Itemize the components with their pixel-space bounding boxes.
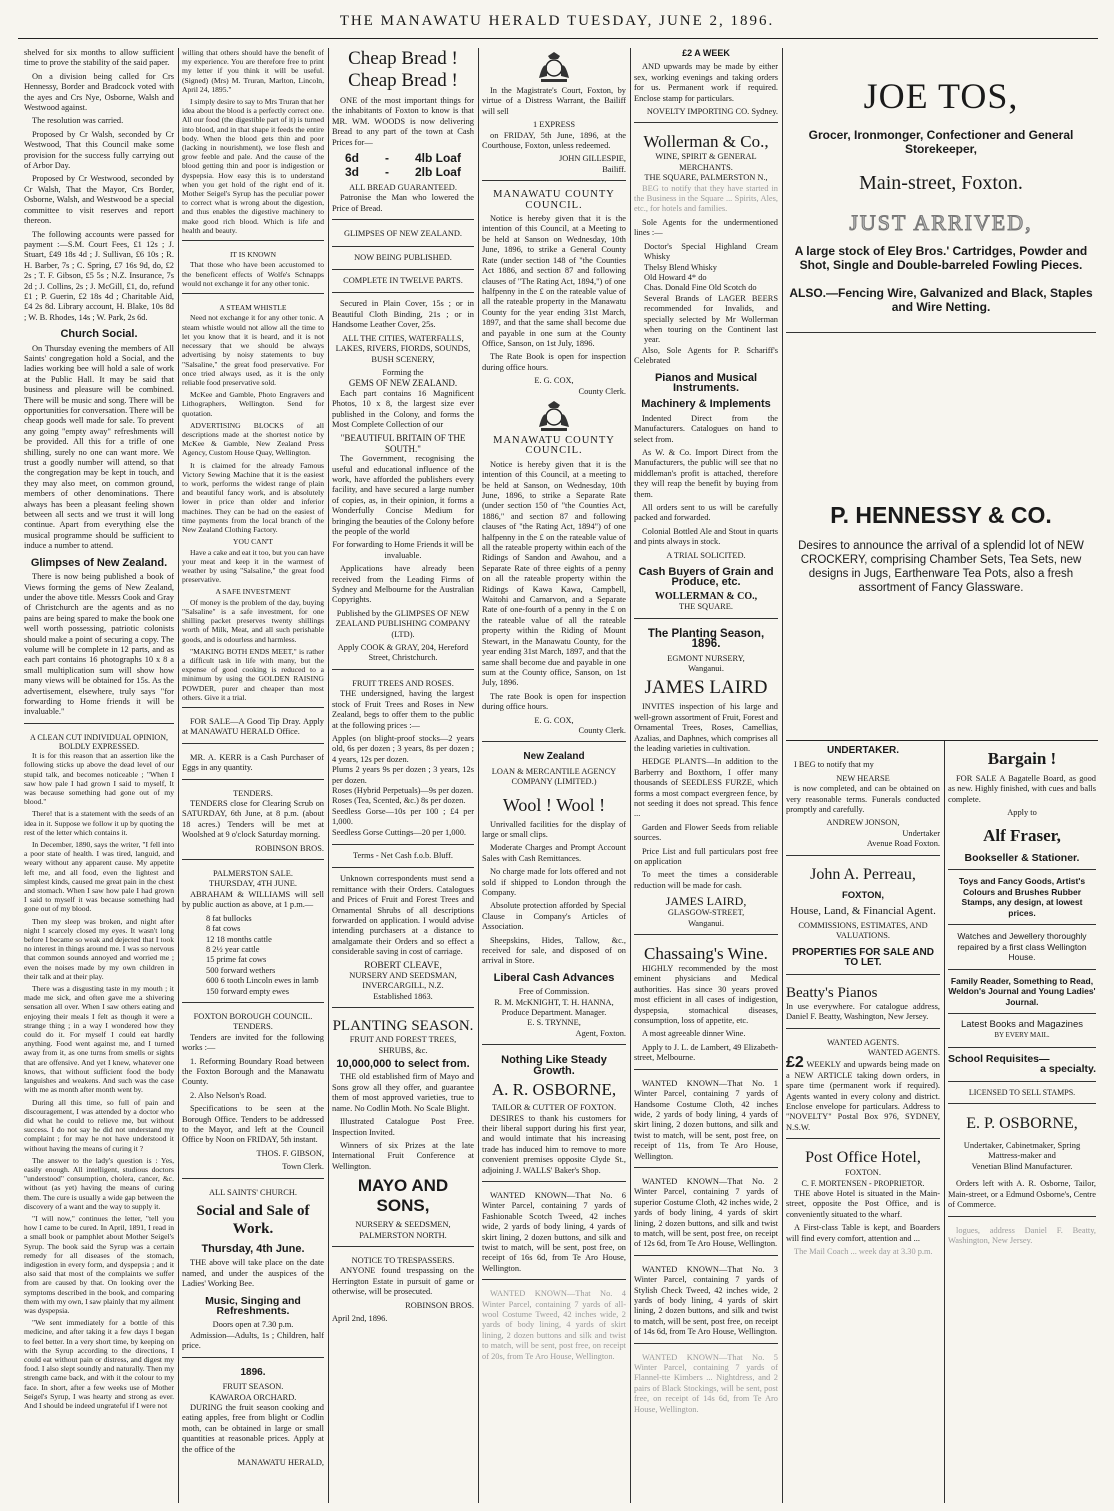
ad-title: MAYO AND SONS,	[357, 1176, 449, 1216]
ad-text: A large stock of Eley Bros.' Cartridges, Powder and Shot, Single and Double-barreled Fowling Pieces.	[794, 244, 1088, 272]
ad-text: NURSERY & SEEDSMEN, PALMERSTON NORTH.	[355, 1220, 451, 1240]
ad-title: Social and Sale of Work.	[196, 1203, 310, 1238]
ad-heading: The Planting Season, 1896.	[647, 627, 765, 651]
ad-text: Watches and Jewellery thoroughly repaired by a first class Wellington House.	[957, 931, 1087, 963]
ad-text: As W. & Co. Import Direct from the Manufacturers, the public will see that no middleman's profit is attached, therefore they will reap the benefit by buying from them.	[634, 448, 778, 499]
ad-text: THE above Hotel is situated in the Main-street, opposite the Post Office, and is conveniently situated to the wharf.	[786, 1188, 940, 1219]
article-text: There is now being published a book of Views forming the gems of New Zealand, under the above title. Messrs Cook and Gray of Christchurch are the agents and as no pains are being spared to make the book one well worth possessing, patriotic colonists should make a point of securing a copy. The volume will be complete in 12 parts, and as each part contains 16 photographs 10 x 8 a small multiplication sum will show how many views will be obtained for 15s. As the advertisement, elsewhere, truly says "for forwarding to Home friends it will be invaluable."	[24, 572, 174, 717]
ad-text: Absolute protection afforded by Special Clause in Company's Articles of Association.	[482, 901, 626, 932]
ad-text: WANTED KNOWN—That No. 6 Winter Parcel, containing 7 yards of Fashionable Scotch Tweed, 42 inches wide, 2 yards of body lining, 4 yards of skirt lining, 2 dozen buttons, and silk and twist to match, will be sent, post free, on receipt of 16s 6d, from Te Aro House, Wellington.	[482, 1190, 626, 1273]
ad-heading: A SAFE INVESTMENT	[215, 587, 291, 597]
ad-subheading: TAILOR & CUTTER OF FOXTON.	[491, 1103, 617, 1113]
ad-heading: 1896.	[240, 1366, 266, 1378]
ad-subheading: Bookseller & Stationer.	[964, 851, 1080, 864]
article-text: Proposed by Cr Westwood, seconded by Cr Walsh, That the Mayor, Crs Border, Osborne, Walsh, and Westwood be a special committee to visit reserves and report thereon.	[24, 174, 174, 226]
ad-title: Cheap Bread !	[348, 70, 458, 91]
ad-signature: Agent, Foxton.	[575, 1028, 626, 1038]
ad-heading: FOXTON BOROUGH COUNCIL.	[193, 1011, 313, 1021]
ad-title: Wool ! Wool !	[502, 794, 606, 815]
ad-subheading: Cash Buyers of Grain and Produce, etc.	[638, 566, 774, 589]
price-row: 6d - 4lb Loaf	[344, 151, 461, 166]
column-6b	[948, 744, 1096, 1504]
ad-title: Beatty's Pianos	[786, 984, 878, 1001]
ad-heading: PALMERSTON SALE.	[212, 869, 294, 879]
column-divider	[478, 48, 479, 1503]
ad-text: Of money is the problem of the day, buying "Salsaline" is a safe investment, for one shilling packet preserves twenty shillings worth of Milk, Meat, and all such perishable goods, and is odourless and harmless.	[182, 597, 324, 644]
ad-subheading: FOXTON.	[845, 1168, 881, 1178]
column-6a	[786, 744, 940, 1504]
ad-heading: MANAWATU COUNTY COUNCIL.	[493, 189, 615, 211]
ad-title: E. P. OSBORNE,	[966, 1115, 1078, 1133]
ad-text: A TRIAL SOLICITED.	[666, 550, 746, 560]
list-item: Plums 2 years 9s per dozen ; 3 years, 12s per dozen.	[332, 765, 474, 785]
ad-subheading: THURSDAY, 4TH JUNE.	[209, 879, 297, 889]
ad-title: JOE TOS,	[863, 76, 1019, 116]
ad-text: ABRAHAM & WILLIAMS will sell by public auction as above, at 1 p.m.—	[182, 889, 324, 910]
ad-heading: NOTICE TO TRESPASSERS.	[351, 1255, 455, 1265]
ad-text: Notice is hereby given that it is the intention of this Council, at a meeting to be held at Sanson, on Wednesday, 10th June, 1896, to strike a Separate Rate (under section 150 of "the Counties Act, 1886," and section 87 and following clauses of "the Rating Act, 1894") of one halfpenny in the £ on the rateable value of all the rateable property within each of the Ridings of Sandon and Awahou, and a Separate Rate of three eights of a penny on all the rateable property within the Ridings of Kawa Kawa, Campbell, Waitohi and Carnarvon, and a Separate Rate of one-fourth of a penny in the £ on the rateable value of all the rateable property within the Riding of Mount Stewart, in the Manawatu County, for the year ending 31st March, 1897, and that the same shall become due and payable in one sum at the County office, Sanson, on 1st July, 1896.	[482, 459, 626, 688]
ad-signature: County Clerk.	[578, 386, 626, 396]
ad-text: Mattress-maker and	[988, 1150, 1056, 1161]
ad-signature: MANAWATU HERALD,	[237, 1457, 324, 1467]
ad-text: THE old established firm of Mayo and Sons grow all they offer, and guarantee them of most approved varieties, true to name. No Codlin Moth. No Scale Blight.	[332, 1072, 474, 1113]
ad-text: ADVERTISING BLOCKS of all descriptions made at the shortest notice by McKee & Gamble, New Zealand Press Agency, Custom House Quay, Wellington.	[182, 420, 324, 458]
ad-text: Terms - Net Cash f.o.b. Bluff.	[353, 850, 453, 860]
ad-signature: Produce Department. Manager.	[501, 1008, 607, 1018]
ad-text: The Government, recognising the useful and educational influence of the work, have afforded the publishers every facility, and have secured a large number of copies, as, in their opinion, it forms a Wonderfully Concise Medium for bringing the beauties of the Colony before the people of the world	[332, 454, 474, 536]
ad-text: "MAKING BOTH ENDS MEET," is rather a difficult task in life with many, but the expense of good cooking is reduced to a minimum by using the GOLDEN RAISING POWDER, purer and cheaper than most others. Give it a trial.	[182, 646, 324, 702]
ad-text: 1 EXPRESS	[532, 120, 576, 130]
article-text: The following accounts were passed for payment :—S.M. Court Fees, £1 12s ; J. Stuart, £49 18s 4d ; J. Sullivan, £6 10s ; R. H. Barber, 7s ; C. Spring, £7 16s 9d, do, £2 2s ; T. F. Gibson, £5 5s ; N.Z. Insurance, 7s 2d ; J. Collins, 2s ; J. McGill, £1, do, refund £1 ; P. Guerin, £2 18s 4d ; Charitable Aid, £4 2s 8d. Library account, H. Blake, 10s 8d ; W. B. Rhodes, 14s ; W. Park, 2s 6d.	[24, 229, 174, 322]
ad-text: Orders left with A. R. Osborne, Tailor, Main-street, or a Edmund Osborne's, Centre of Commerce.	[948, 1179, 1096, 1210]
list-item: Thelsy Blend Whisky	[644, 262, 717, 272]
ad-text: Admission—Adults, 1s ; Children, half price.	[182, 1330, 324, 1351]
ad-text: BEG to notify that they have started in the Business in the Square ... Spirits, Ales, etc., for hotels and families.	[634, 183, 778, 214]
ad-text: on FRIDAY, 5th June, 1896, at the Courthouse, Foxton, unless redeemed.	[482, 130, 626, 151]
list-item: 600 6 tooth Lincoln ewes in lamb	[206, 976, 319, 986]
column-2	[182, 48, 324, 1503]
list-item: 8 fat bullocks	[206, 913, 252, 923]
ad-text: Doors open at 7.30 p.m.	[212, 1320, 294, 1330]
article-text: In December, 1890, says the writer, "I fell into a poor state of health. I was tired, languid, and weary without any apparent cause. My appetite left me, and all food, even the lightest and simplest kinds, caused me great pain in the chest and stomach. When I saw how pale I had grown I said to myself it was because something had gone out of my blood.	[24, 840, 174, 914]
ad-signature: Bailiff.	[602, 164, 626, 174]
ad-signature: ANDREW JONSON,	[826, 818, 900, 828]
article-text: It is for this reason that an assertion like the following sticks up above the dead level of our stupid talk, and becomes noticeable ; "When I saw how pale I had grown I said to myself, It was because something had gone out of my blood."	[24, 751, 174, 807]
ad-signature: C. F. MORTENSEN - PROPRIETOR.	[801, 1178, 925, 1188]
masthead: THE MANAWATU HERALD TUESDAY, JUNE 2, 1896.	[339, 13, 775, 29]
ad-subheading: GEMS OF NEW ZEALAND.	[348, 378, 458, 389]
ad-signature: THOS. F. GIBSON,	[256, 1148, 324, 1158]
ad-text: Sheepskins, Hides, Tallow, &c., received for sale, and disposed of on arrival in Store.	[482, 935, 626, 966]
ad-title: A. R. OSBORNE,	[491, 1080, 617, 1100]
ad-title: PLANTING SEASON.	[332, 1018, 474, 1035]
column-3	[332, 48, 474, 1503]
ad-text: BY EVERY MAIL.	[994, 1031, 1050, 1040]
ad-text: WANTED KNOWN—That No. 4 Winter Parcel, containing 7 yards of all-wool Costume Tweed, 42 inches wide, 2 yards of body lining, 4 yards of skirt lining, 2 dozen buttons and silk and twist to match, will be sent, post free, on receipt of 20s, from Te Aro House, Wellington.	[482, 1289, 626, 1361]
ad-title: John A. Perreau,	[810, 865, 916, 883]
ad-text: McKee and Gamble, Photo Engravers and Lithographers, Wellington. Send for quotation.	[182, 390, 324, 418]
article-text: During all this time, so full of pain and discouragement, I was attended by a doctor who did what he could to relieve me, but without success. I do not say he did not understand my complaint ; for may he not have understood it without having the means of curing it ?	[24, 1097, 174, 1153]
ad-text: A most agreeable dinner Wine.	[642, 1029, 746, 1039]
ad-text: In the Magistrate's Court, Foxton, by virtue of a Distress Warrant, the Bailiff will sell	[482, 86, 626, 116]
ad-text: Desires to announce the arrival of a splendid lot of NEW CROCKERY, comprising Chamber Sets, Tea Sets, new designs in Jugs, Earthenware Tea Pots, also a fresh assortment of Fancy Glassware.	[798, 540, 1084, 594]
ad-text: April 2nd, 1896.	[332, 1313, 388, 1323]
list-item: Doctor's Special Highland Cream Whisky	[644, 241, 778, 262]
ad-signature: JAMES LAIRD,	[665, 894, 747, 909]
ad-text: That those who have been accustomed to the beneficent effects of Wolfe's Schnapps would not exchange it for any other tonic.	[182, 260, 324, 288]
ad-heading: GLIMPSES OF NEW ZEALAND.	[343, 229, 463, 239]
column-divider	[944, 740, 945, 1503]
ad-signature: E. S. TRYNNE,	[527, 1018, 581, 1028]
ad-text: The Rate Book is open for inspection during office hours.	[482, 352, 626, 372]
ad-text: Specifications to be seen at the Borough Office. Tenders to be addressed to the Mayor, and left at the Council Office by Noon on FRIDAY, 5th instant.	[182, 1104, 324, 1145]
ad-subheading: EGMONT NURSERY,	[667, 653, 745, 663]
column-5	[634, 48, 778, 1503]
ad-text: In use everywhere. For catalogue address, Daniel F. Beatty, Washington, New Jersey.	[786, 1001, 940, 1022]
ad-subheading: THE SQUARE, PALMERSTON N.,	[644, 173, 768, 183]
ad-signature: County Clerk.	[578, 725, 626, 735]
ad-text: Established 1863.	[373, 991, 433, 1001]
ad-text: I BEG to notify that my	[794, 760, 874, 770]
price-item: 4lb Loaf	[414, 151, 461, 166]
ad-text: Sole Agents for the undermentioned lines :—	[634, 217, 778, 238]
ad-subheading: Liberal Cash Advances	[493, 971, 615, 984]
list-item: 12 18 months cattle	[206, 934, 272, 944]
article-text: The resolution was carried.	[32, 116, 124, 126]
ad-subheading: LOAN & MERCANTILE AGENCY COMPANY (LIMITED.)	[491, 766, 617, 787]
ad-text: Family Reader, Something to Read, Weldon's Journal and Young Ladies' Journal.	[948, 975, 1096, 1007]
ad-text: The rate Book is open for inspection during office hours.	[482, 691, 626, 712]
ad-text: WEEKLY and upwards being made on a NEW ARTICLE taking down orders, in spare time (permanent work if required). Agents wanted in every colony and district. Enclose envelope for particulars. Address to "NOVELTY" Postal Box 976, SYDNEY, N.S.W.	[786, 1060, 940, 1132]
article-heading: Church Social.	[60, 328, 138, 341]
ad-text: MR. A. KERR is a Cash Purchaser of Eggs in any quantity.	[182, 752, 324, 773]
ad-subheading: PROPERTIES FOR SALE AND TO LET.	[792, 946, 934, 969]
ad-subheading: a specialty.	[1040, 1063, 1096, 1076]
ad-signature: ROBINSON BROS.	[405, 1300, 474, 1310]
ad-text: ANYONE found trespassing on the Herrington Estate in pursuit of game or otherwise, will be prosecuted.	[332, 1266, 474, 1297]
ad-text: WANTED KNOWN—That No. 5 Winter Parcel, containing 7 yards of Flannel-tte Kimbers ... Nightdress, and 2 pairs of Black Stockings, will be sent, post free, on receipt of 14s 6d, from Te Aro House, Wellington.	[634, 1352, 778, 1414]
ad-heading: A STEAM WHISTLE	[219, 303, 287, 313]
ad-text: TENDERS close for Clearing Scrub on SATURDAY, 6th June, at 8 p.m. (about 18 acres.) Tenders will be met at Woolshed at 9 o'clock Saturday morning.	[182, 799, 324, 840]
article-text: shelved for six months to allow sufficient time to prove the stability of the said paper.	[24, 48, 174, 68]
column-6-top	[786, 48, 1096, 748]
ad-title: Bargain !	[987, 749, 1057, 768]
ad-subheading: COMPLETE IN TWELVE PARTS.	[343, 276, 463, 286]
ad-text: ALSO.—Fencing Wire, Galvanized and Black, Staples and Wire Netting.	[789, 286, 1093, 314]
ad-subheading: "BEAUTIFUL BRITAIN OF THE SOUTH."	[340, 433, 466, 454]
ad-heading: WANTED AGENTS.	[826, 1037, 900, 1047]
ad-text: Unrivalled facilities for the display of large or small clips.	[482, 819, 626, 839]
ad-text: is now completed, and can be obtained on very reasonable terms. Funerals conducted promptly and carefully.	[786, 784, 940, 815]
article-text: Proposed by Cr Walsh, seconded by Cr Westwood, That this Council make some provision for the success fully carrying out of Arbor Day.	[24, 129, 174, 171]
ad-text: Apply to J. L. de Lambert, 49 Elizabeth-street, Melbourne.	[634, 1042, 778, 1063]
ad-text: Garden and Flower Seeds from reliable sources.	[634, 822, 778, 843]
royal-crest-icon	[533, 50, 575, 84]
ad-text: No charge made for lots offered and not sold if shipped to London through the Company.	[482, 867, 626, 897]
ad-text: Each part contains 16 Magnificent Photos, 10 x 8, the largest size ever published in the Colony, and forms the Most Complete Collection of our	[332, 388, 474, 429]
ad-text: HEDGE PLANTS—In addition to the Barberry and Boxthorn, I offer many thousands of SEEDLESS FURZE, which forms a most compact evergreen fence, by not seeding it does not spread. This fence ...	[634, 757, 778, 819]
ad-text: logues, address Daniel F. Beatty, Washington, New Jersey.	[948, 1225, 1096, 1245]
ad-subheading: Main-street, Foxton.	[859, 172, 1023, 194]
ad-text: Undertaker, Cabinetmaker, Spring	[963, 1140, 1081, 1151]
list-item: Old Howard 4* do	[644, 272, 707, 282]
ad-heading: Nothing Like Steady Growth.	[501, 1054, 607, 1077]
ad-heading: £2 A WEEK	[682, 48, 730, 58]
ad-text: Notice is hereby given that it is the intention of this Council, at a Meeting to be held at Sanson on Wednesday, 10th June, 1896, to strike a General County Rate (under section 148 of "the Counties Act 1886, and section 87 and following clauses of "The Rating Act, 1894,") of one halfpenny in the £ on the rateable value of all the rateable property in the Manawatu County for the year ending 31st March, 1897, and that the same shall become due and payable in one sum at the County Office, Sanson, on 1st July, 1896.	[482, 214, 626, 348]
ad-text: Patronise the Man who lowered the Price of Bread.	[332, 193, 474, 213]
article-text: On a division being called for Crs Hennessy, Border and Bradcock voted with the ayes and Crs Nye, Osborne, Walsh and Westwood against.	[24, 71, 174, 113]
ad-text: ONE of the most important things for the inhabitants of Foxton to know is that MR. WM. WOODS is now delivering Bread to any part of the town at Cash Prices for—	[332, 96, 474, 147]
ad-text: DURING the fruit season cooking and eating apples, free from blight or Codlin moth, can be obtained in large or small quantities at reasonable prices. Apply at the office of the	[182, 1402, 324, 1454]
ad-signature: ROBINSON BROS.	[255, 843, 324, 853]
ad-text: THE undersigned, having the largest stock of Fruit Trees and Roses in New Zealand, begs to offer them to the public at the following prices :—	[332, 689, 474, 730]
ad-text: THE above will take place on the date named, and under the auspices of the Ladies' Working Bee.	[182, 1258, 324, 1289]
article-text: There! that is a statement with the seeds of an idea in it. Suppose we follow it up by quoting the rest of the letter which contains it.	[24, 809, 174, 837]
ad-heading: UNDERTAKER.	[826, 745, 900, 756]
column-4	[482, 48, 626, 1503]
ad-text: AND upwards may be made by either sex, working evenings and taking orders for us. Permanent work if required. Enclose stamp for particulars.	[634, 62, 778, 103]
column-divider	[782, 48, 783, 1503]
ad-text: INVITES inspection of his large and well-grown assortment of Fruit, Forest and Ornamental Trees, Roses, Camellias, Azalias, and Daphnes, which comprises all the leading varieties in cultivation.	[634, 702, 778, 753]
ad-heading: YOU CAN'T	[233, 537, 273, 547]
ad-text: Applications have already been received from the Leading Firms of Sydney and Melbourne for the Australian Copyrights.	[332, 564, 474, 605]
ad-text: Apply to	[1007, 808, 1037, 818]
ad-text: ALL BREAD GUARANTEED.	[349, 183, 457, 193]
ad-text: Venetian Blind Manufacturer.	[971, 1160, 1073, 1171]
ad-text: Have a cake and eat it too, but you can have your meat and keep it in the warmest of weather by using "Salsaline," the great food preservative.	[182, 547, 324, 585]
ad-heading: ALL SAINTS' CHURCH.	[209, 1187, 297, 1197]
price-list	[332, 734, 474, 838]
list-item: 500 forward wethers	[206, 965, 276, 975]
article-text: The answer to the lady's question is : Yes, easily enough. All intelligent, studious doctors "understood" consumption, cholera, cancer, &c. without (as yet) having the means of curing them. The cure is usually a wide gap between the discovery of a want and the way to supply it.	[24, 1155, 174, 1211]
ad-title: JAMES LAIRD	[644, 677, 768, 699]
agents-list	[634, 242, 778, 346]
ad-subheading: Latest Books and Magazines	[961, 1019, 1083, 1031]
ad-subheading: Machinery & Implements	[641, 398, 771, 411]
ad-subheading: WANTED AGENTS.	[867, 1047, 940, 1057]
ad-text: To meet the times a considerable reduction will be made for cash.	[634, 870, 778, 890]
ad-text: Published by the GLIMPSES OF NEW ZEALAND PUBLISHING COMPANY (LTD).	[335, 608, 471, 639]
list-item: Several Brands of LAGER BEERS recommended for Invalids, and specially selected by Mr Wollerman when touring on the Continent last year.	[644, 293, 778, 345]
ad-text: 2. Also Nelson's Road.	[190, 1090, 267, 1100]
price: 6d	[344, 151, 359, 166]
masthead-rule	[18, 38, 1098, 39]
ad-subheading: Pianos and Musical Instruments.	[654, 371, 758, 394]
ad-signature: Avenue Road Foxton.	[866, 839, 940, 849]
article-text: "We sent immediately for a bottle of this medicine, and after taking it a few days I began to feel better. In a very short time, by keeping on with the Syrup according to the directions, I could eat without pain or distress, and digest my food. I also slept soundly and naturally. Then my strength came back, and with it the colour to my face. In short, after a few weeks use of Mother Seigel's Syrup, I was hearty and strong as ever. And I should be indeed ungrateful if I were not	[24, 1318, 174, 1410]
ad-text: INVERCARGILL, N.Z.	[362, 981, 444, 991]
price: 3d	[344, 165, 359, 180]
ad-subheading: NEW HEARSE	[836, 773, 890, 783]
list-item: 150 forward empty ewes	[206, 986, 290, 996]
article-text: I simply desire to say to Mrs Truran that her idea about the blood is a perfectly correct one. All our food (the digestible part of it) is turned into blood, and in that shape it feeds the entire body. When the blood gets thin and poor (lacking in nourishment), we lose flesh and grow feeble and pale. And the cause of the blood getting thin and poor is indigestion or dyspepsia. How easy this is to understand when you get hold of the right end of it. Mother Seigel's Syrup has the peculiar power to correct what is wrong about the digestion, and thus enables the digestive machinery to make good rich blood. Which is life and health and beauty.	[182, 97, 324, 235]
ad-text: FOR SALE—A Good Tip Dray. Apply at MANAWATU HERALD Office.	[182, 717, 324, 737]
ad-subheading: WINE, SPIRIT & GENERAL MERCHANTS.	[655, 152, 757, 172]
ad-signature: Undertaker	[902, 828, 940, 838]
ad-text: The Mail Coach ... week day at 3.30 p.m.	[794, 1247, 933, 1256]
article-text: willing that others should have the benefit of my experience. You are therefore free to print my letter if you think it will be useful. (Signed) (Mrs) M. Truran, Marlton, Lincoln, April 24, 1895."	[182, 48, 324, 94]
ad-subheading: School Requisites—	[948, 1052, 1050, 1065]
column-1	[24, 48, 174, 1503]
list-item: Seedless Gorse—10s per 100 ; £4 per 1,000.	[332, 806, 474, 827]
column-divider	[178, 48, 179, 1503]
ad-heading: IT IS KNOWN	[229, 250, 277, 260]
ad-price: £2	[786, 1054, 804, 1072]
ad-text: Colonial Bottled Ale and Stout in quarts and pints always in stock.	[634, 526, 778, 547]
ad-text: Apply COOK & GRAY, 204, Hereford Street, Christchurch.	[337, 643, 469, 663]
list-item: Roses (Tea, Scented, &c.) 8s per dozen.	[332, 796, 466, 806]
price-row: 3d - 2lb Loaf	[344, 165, 461, 180]
ad-subheading: Thursday, 4th June.	[201, 1243, 305, 1256]
stock-list	[182, 914, 324, 997]
ad-subheading: NOW BEING PUBLISHED.	[354, 252, 452, 262]
list-item: 8 2½ year cattle	[206, 944, 260, 954]
article-text: On Thursday evening the members of All Saints' congregation hold a Social, and the ladies working bee will hold a sale of work at the Public Hall. It may be said that business and pleasure will be combined. There will be music and song. There will be opportunities for conversation. There will be cheap goods well made for sale. To prevent any going "empty away" refreshments will be provided. All this for a trifle of one shilling, surely no one can want more. We trust a goodly number will attend, so that the congregation may be kept in touch, and they may also meet, on common ground, members of other denominations. There always has been a pleasant feeling shown between all sects and we trust it will long continue. Apart from everything else the musical programme should be sufficient to induce a number to attend.	[24, 343, 174, 551]
price-item: 2lb Loaf	[414, 165, 461, 180]
ad-subheading: KAWAROA ORCHARD.	[209, 1392, 297, 1402]
ad-text: Unknown correspondents must send a remittance with their Orders. Catalogues and Prices of Fruit and Forest Trees and Ornamental Shrubs of all descriptions forwarded on application. I would advise intending purchasers at a distance to amalgamate their Orders and so effect a considerable saving in cost of carriage.	[332, 874, 474, 957]
ad-subheading: FRUIT AND FOREST TREES, SHRUBS, &c.	[349, 1035, 457, 1055]
ad-heading: TENDERS.	[233, 788, 273, 798]
ad-subheading: Grocer, Ironmonger, Confectioner and General Storekeeper,	[808, 128, 1074, 156]
ad-text: DESIRES to thank his customers for their liberal support during his first year, and would intimate that his increasing trade has induced him to remove to more convenient premises opposite Clyde St., adjoining J. WALLS' Baker's Shop.	[482, 1113, 626, 1175]
ad-text: Need not exchange it for any other tonic. A steam whistle would not allow all the time to let you know that it is heard, and it is not necessary that we should be always advertising by noisy statements to buy "Salsaline," the great food preservative. For once tried always used, as it is the only reliable food preservative sold.	[182, 313, 324, 387]
ad-subheading: TENDERS.	[233, 1022, 273, 1032]
ad-text: WANTED KNOWN—That No. 2 Winter Parcel, containing 7 yards of superior Costume Cloth, 42 inches wide, 2 yards of body lining, 4 yards of skirt lining, 2 dozen buttons, and silk and twist to match, will be sent, post free, on receipt of 12s 6d, from Te Aro House, Wellington.	[634, 1176, 778, 1249]
ad-text: NURSERY AND SEEDSMAN,	[349, 971, 457, 981]
ad-signature: WOLLERMAN & CO.,	[654, 590, 758, 602]
ad-text: THE SQUARE.	[679, 602, 733, 612]
ad-text: All orders sent to us will be carefully packed and forwarded.	[634, 503, 778, 523]
ad-text: ALL THE CITIES, WATERFALLS, LAKES, RIVERS, FIORDS, SOUNDS, BUSH SCENERY,	[335, 333, 471, 364]
list-item: Seedless Gorse Cuttings—20 per 1,000.	[332, 827, 466, 837]
list-item: 15 prime fat cows	[206, 955, 267, 965]
ad-text: COMMISSIONS, ESTIMATES, AND VALUATIONS.	[798, 921, 928, 941]
article-text: Then my sleep was broken, and night after night I scarcely closed my eyes. It wasn't long before I became so weak and dejected that I took no interest in things around me. I was so nervous that common sounds annoyed and worried me ; even the noises made by my own children in their talk and at their play.	[24, 916, 174, 981]
ad-text: Free of Commission.	[518, 987, 590, 997]
ad-text: Forming the	[382, 367, 424, 377]
ad-signature: ROBERT CLEAVE,	[364, 960, 442, 971]
ad-text: GLASGOW-STREET,	[667, 908, 745, 918]
ad-text: WANTED KNOWN—That No. 3 Winter Parcel, containing 7 yards of Stylish Check Tweed, 42 inches wide, 2 yards of body lining, 4 yards of skirt lining, 2 dozen buttons, and silk and twist to match, will be sent, post free, on receipt of 14s 6d, from Te Aro House, Wellington.	[634, 1264, 778, 1337]
ad-text: Indented Direct from the Manufacturers. Catalogues on hand to select from.	[634, 413, 778, 444]
ad-text: Price List and full particulars post free on application	[634, 846, 778, 866]
ad-title: Alf Fraser,	[983, 825, 1061, 845]
ad-subheading: JUST ARRIVED,	[849, 210, 1033, 235]
list-item: Chas. Donald Fine Old Scotch do	[644, 283, 757, 293]
ad-signature: R. M. McKNIGHT, T. H. HANNA,	[494, 997, 614, 1007]
column-divider	[328, 48, 329, 1503]
column-divider	[630, 48, 631, 1503]
ad-subheading: House, Land, & Financial Agent.	[790, 905, 936, 918]
ad-subheading: FOXTON,	[841, 889, 885, 901]
ad-title: Wollerman & Co.,	[643, 132, 769, 152]
ad-heading: FRUIT TREES AND ROSES.	[352, 678, 454, 688]
list-item: Roses (Hybrid Perpetuals)—9s per dozen.	[332, 785, 474, 795]
ad-text: Winners of six Prizes at the late International Fruit Conference at Wellington.	[332, 1140, 474, 1171]
ad-text: Tenders are invited for the following works :—	[182, 1032, 324, 1053]
article-heading: A CLEAN CUT INDIVIDUAL OPINION, BOLDLY EXPRESSED.	[30, 732, 168, 751]
ad-text: Illustrated Catalogue Post Free. Inspection Invited.	[332, 1117, 474, 1137]
ad-title: P. HENNESSY & CO.	[830, 502, 1052, 528]
ad-signature: NOVELTY IMPORTING CO. Sydney.	[646, 107, 778, 117]
article-heading: Glimpses of New Zealand.	[30, 556, 168, 569]
ad-text: Also, Sole Agents for P. Schariff's Celebrated	[634, 345, 778, 366]
ad-text: Wanganui.	[688, 663, 724, 673]
ad-text: HIGHLY recommended by the most eminent physicians and Medical authorities. Has since 30 years proved most efficient in all cases of indigestion, dyspepsia, stomachical diseases, consumption, loss of appetite, etc.	[634, 964, 778, 1026]
ad-subheading: 10,000,000 to select from.	[336, 1058, 470, 1071]
ad-text: WANTED KNOWN—That No. 1 Winter Parcel, containing 7 yards of Handsome Costume Cloth, 42 inches wide, 2 yards of body lining, 4 yards of skirt lining, 2 dozen buttons, and silk and twist to match, will be sent, post free, on receipt of 11s, from Te Aro House, Wellington.	[634, 1078, 778, 1161]
ad-text: Wanganui.	[688, 918, 724, 928]
ad-subheading: Music, Singing and Refreshments.	[205, 1294, 301, 1318]
ad-title: Cheap Bread !	[348, 48, 458, 69]
ad-text: LICENSED TO SELL STAMPS.	[968, 1087, 1076, 1097]
ad-heading: MANAWATU COUNTY COUNCIL.	[493, 434, 615, 457]
royal-crest-icon	[533, 399, 575, 433]
ad-text: It is claimed for the already Famous Victory Sewing Machine that it is the easiest to work, performs the widest range of plain and beautiful fancy work, and is absolutely lower in price than older and inferior machines. They can be had on the easiest of time payments from the local branch of the New Zealand Clothing Factory.	[182, 460, 324, 534]
list-item: 8 fat cows	[206, 924, 241, 934]
ad-text: FOR SALE A Bagatelle Board, as good as new. Highly finished, with cues and balls complete.	[948, 774, 1096, 804]
ad-text: A First-class Table is kept, and Boarders will find every comfort, attention and ...	[786, 1223, 940, 1243]
ad-text: Moderate Charges and Prompt Account Sales with Cash Remittances.	[482, 843, 626, 863]
section-rule	[786, 740, 1098, 741]
ad-text: Secured in Plain Cover, 15s ; or in Beautiful Cloth Binding, 21s ; or in Handsome Leather Cover, 25s.	[332, 299, 474, 330]
article-text: There was a disgusting taste in my mouth ; it made me sick, and often gave me a shivering sensation all over. When I saw others eating and enjoying their meals I felt as though it were a strange thing ; in a way I wondered how they could do it. For myself I could eat hardly anything. Food went against me, and I turned away from it, as one turns from smells or sights that are offensive. And yet I knew, whatever one knows, that without sufficient food the body languishes and weakens. And such was the case with me as month after month went by.	[24, 984, 174, 1095]
ad-title: Chassaing's Wine.	[644, 944, 768, 964]
ad-signature: E. G. COX,	[534, 376, 574, 386]
ad-text: 1. Reforming Boundary Road between the Foxton Borough and the Manawatu County.	[182, 1056, 324, 1087]
list-item: Apples (on blight-proof stocks—2 years old, 6s per dozen ; 3 years, 8s per dozen ; 4 years, 12s per dozen.	[332, 733, 474, 764]
ad-signature: Town Clerk.	[282, 1162, 324, 1172]
ad-heading: New Zealand	[523, 751, 585, 763]
ad-title: Post Office Hotel,	[805, 1149, 921, 1167]
ad-text: Toys and Fancy Goods, Artist's Colours and Brushes Rubber Stamps, any design, at lowest prices.	[958, 876, 1086, 918]
ad-signature: JOHN GILLESPIE,	[559, 154, 626, 164]
article-text: "I will now," continues the letter, "tell you how I came to be cured. In April, 1891, I read in a small book or pamphlet about Mother Seigel's Syrup. The book said the Syrup was a certain remedy for all diseases of the stomach, indigestion in every form, and dyspepsia ; and it also said that most of the complaints we suffer from are caused by that. On looking over the symptoms described in the book, and comparing them with my own, I saw plainly that my ailment was dyspepsia.	[24, 1213, 174, 1315]
ad-text: For forwarding to Home Friends it will be invaluable.	[332, 540, 474, 560]
ad-signature: E. G. COX,	[534, 715, 574, 725]
ad-subheading: FRUIT SEASON.	[222, 1382, 284, 1392]
